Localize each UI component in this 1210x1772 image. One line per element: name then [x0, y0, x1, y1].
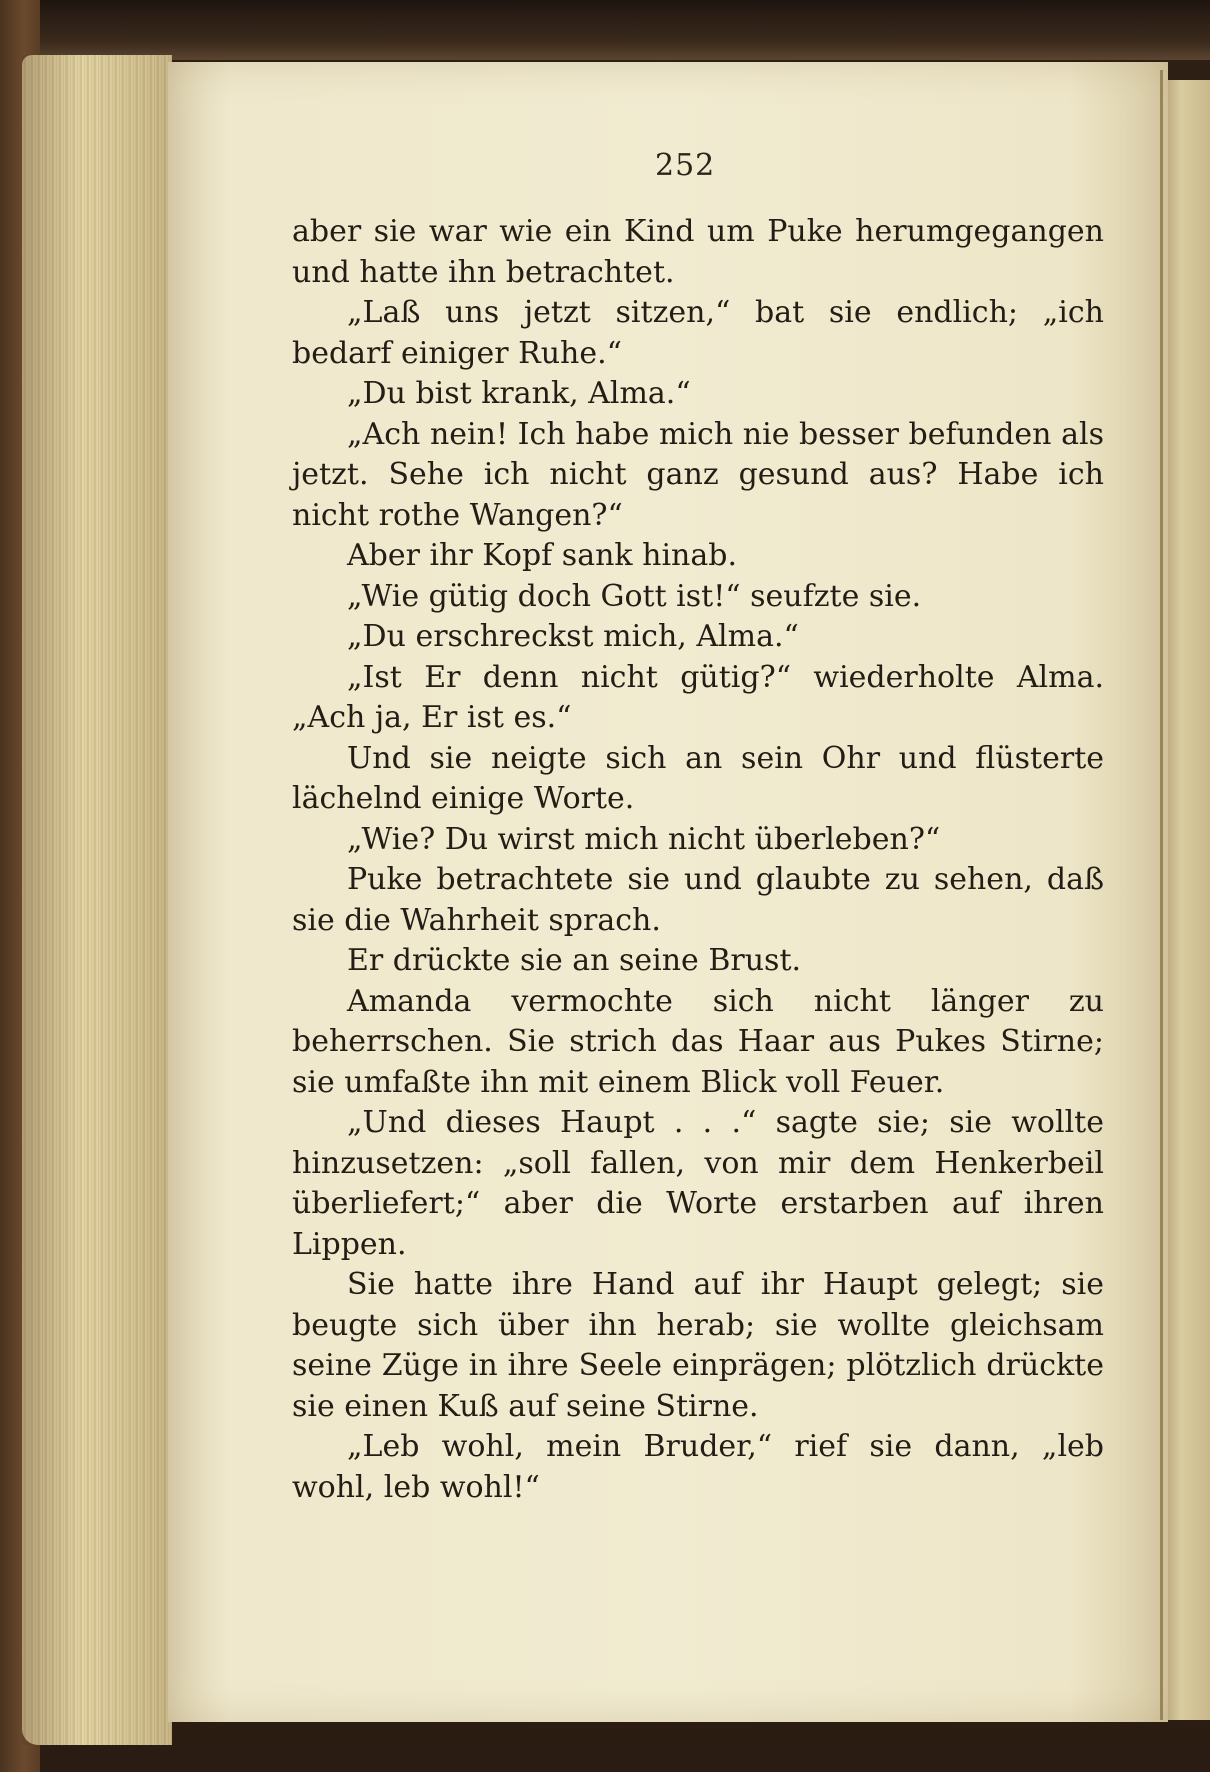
paragraph: „Wie gütig doch Gott ist!“ seufzte sie.	[347, 578, 922, 614]
paragraph: „Ach nein! Ich habe mich nie besser befunden als jetzt. Sehe ich nicht ganz gesund aus? Habe ich nicht rothe Wangen?“	[292, 416, 1104, 533]
body-text	[292, 212, 1104, 1508]
book-cover-top	[0, 0, 1210, 60]
paragraph: „Laß uns jetzt sitzen,“ bat sie endlich; „ich bedarf einiger Ruhe.“	[292, 295, 1104, 371]
paragraph: „Du erschreckst mich, Alma.“	[347, 619, 799, 654]
paragraph: Sie hatte ihre Hand auf ihr Haupt gelegt; sie beugte sich über ihn herab; sie wollte gleichsam seine Züge in ihre Seele einprägen; plötzlich drückte sie einen Kuß auf seine Stirne.	[292, 1267, 1104, 1424]
paragraph: Puke betrachtete sie und glaubte zu sehen, daß sie die Wahrheit sprach.	[292, 862, 1104, 938]
page-number: 252	[655, 148, 716, 183]
paragraph: aber sie war wie ein Kind um Puke herumgegangen und hatte ihn betrachtet.	[292, 214, 1104, 290]
paragraph: Amanda vermochte sich nicht länger zu beherrschen. Sie strich das Haar aus Pukes Stirne; sie umfaßte ihn mit einem Blick voll Feuer.	[292, 983, 1104, 1100]
paragraph: „Wie? Du wirst mich nicht überleben?“	[347, 821, 941, 857]
facing-page-edge	[1162, 80, 1210, 1720]
page-edges	[22, 55, 172, 1745]
paragraph: Er drückte sie an seine Brust.	[347, 943, 802, 978]
paragraph: „Du bist krank, Alma.“	[347, 376, 691, 411]
gutter-line	[1160, 70, 1163, 1720]
paragraph: „Ist Er denn nicht gütig?“ wiederholte Alma. „Ach ja, Er ist es.“	[292, 659, 1104, 735]
paragraph: „Und dieses Haupt . . .“ sagte sie; sie wollte hinzusetzen: „soll fallen, von mir dem Henkerbeil überliefert;“ aber die Worte erstarben auf ihren Lippen.	[292, 1105, 1104, 1262]
paragraph: „Leb wohl, mein Bruder,“ rief sie dann, „leb wohl, leb wohl!“	[292, 1429, 1104, 1505]
paragraph: Und sie neigte sich an sein Ohr und flüsterte lächelnd einige Worte.	[292, 740, 1104, 816]
paragraph: Aber ihr Kopf sank hinab.	[347, 538, 737, 573]
